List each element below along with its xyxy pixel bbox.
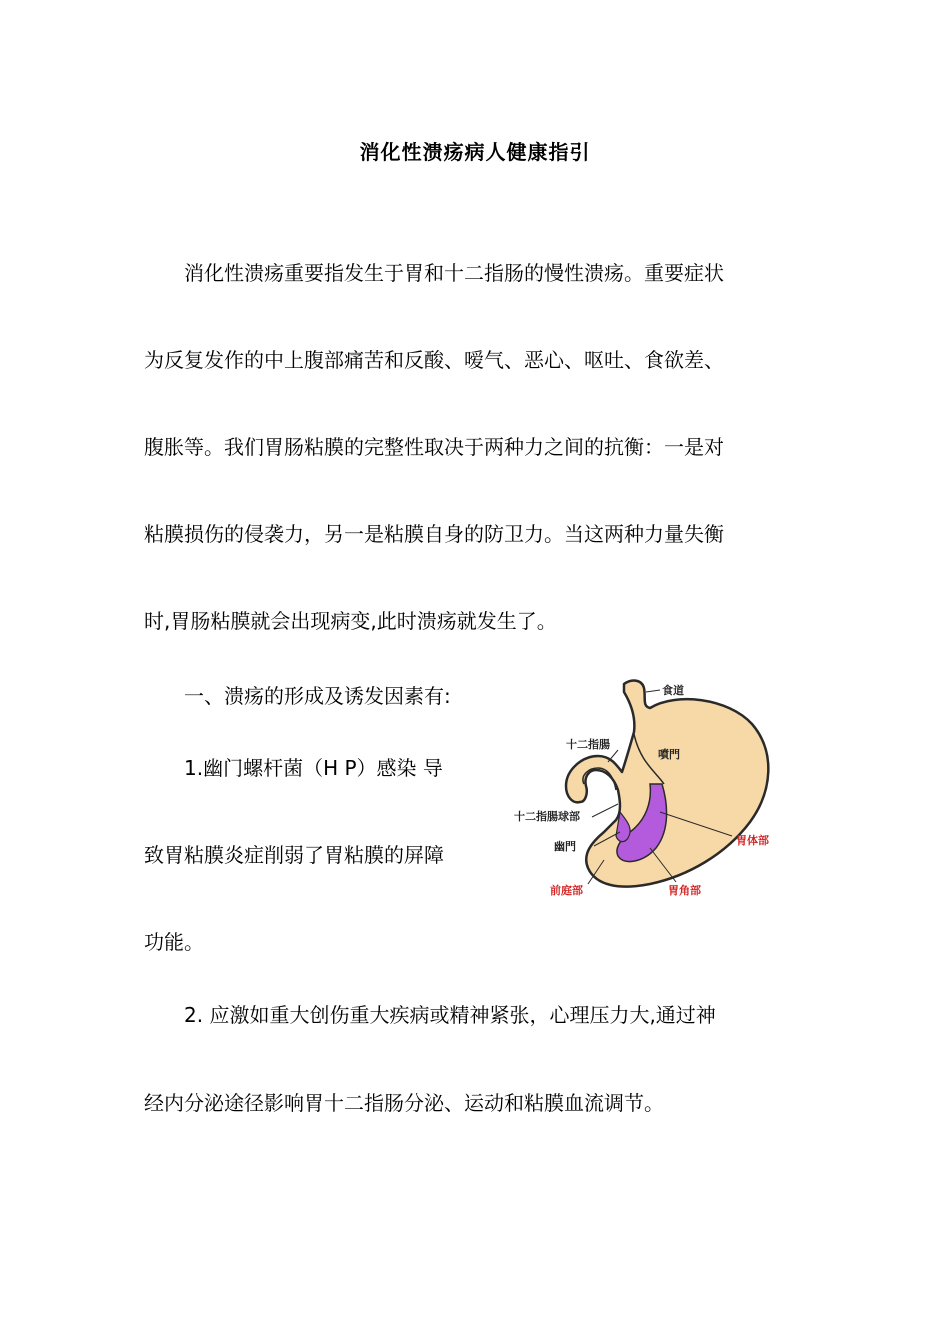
item1-line-2: 致胃粘膜炎症削弱了胃粘膜的屏障 — [144, 843, 444, 867]
label-duodenal-bulb: 十二指腸球部 — [514, 810, 580, 823]
intro-line-4: 粘膜损伤的侵袭力，另一是粘膜自身的防卫力。当这两种力量失衡 — [144, 522, 724, 546]
label-antrum: 前庭部 — [550, 884, 583, 897]
intro-line-2: 为反复发作的中上腹部痛苦和反酸、嗳气、恶心、呕吐、食欲差、 — [144, 348, 724, 372]
label-angle: 胃角部 — [668, 884, 701, 897]
label-esophagus: 食道 — [662, 684, 684, 697]
label-body: 胃体部 — [736, 834, 769, 847]
item1-line-3: 功能。 — [144, 930, 204, 954]
stomach-diagram — [500, 672, 792, 904]
section-heading: 一、溃疡的形成及诱发因素有: — [184, 684, 451, 708]
label-duodenum: 十二指腸 — [566, 738, 610, 751]
item2-line-1: 2. 应激如重大创伤重大疾病或精神紧张，心理压力大,通过神 — [184, 1003, 716, 1027]
label-cardia: 噴門 — [658, 748, 680, 761]
document-title: 消化性溃疡病人健康指引 — [359, 140, 591, 164]
intro-line-3: 腹胀等。我们胃肠粘膜的完整性取决于两种力之间的抗衡：一是对 — [144, 435, 724, 459]
stomach-shape — [566, 681, 768, 887]
intro-line-5: 时,胃肠粘膜就会出现病变,此时溃疡就发生了。 — [144, 609, 557, 633]
item1-line-1: 1.幽门螺杆菌（H P）感染 导 — [184, 756, 443, 780]
item2-line-2: 经内分泌途径影响胃十二指肠分泌、运动和粘膜血流调节。 — [144, 1091, 664, 1115]
intro-line-1: 消化性溃疡重要指发生于胃和十二指肠的慢性溃疡。重要症状 — [184, 261, 724, 285]
label-pylorus: 幽門 — [554, 840, 576, 853]
